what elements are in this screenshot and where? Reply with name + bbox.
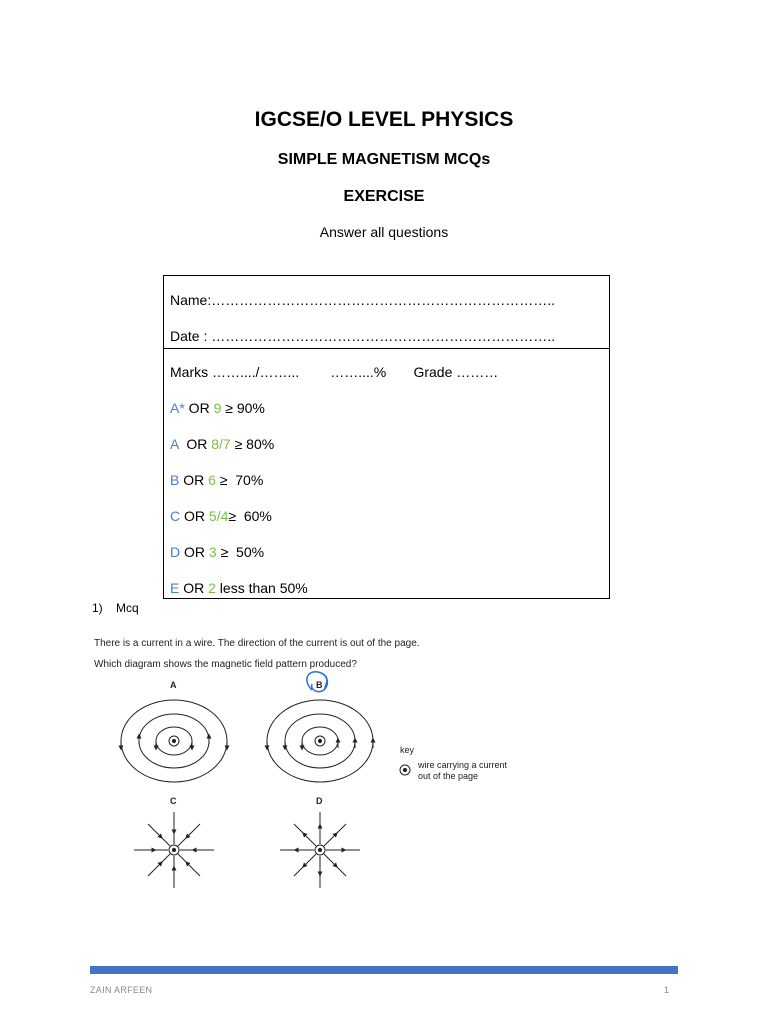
grade-or: OR (180, 508, 209, 524)
grade-row (170, 508, 272, 524)
grade-or: OR (179, 472, 209, 488)
diagram-d (280, 812, 360, 888)
diagram-a (121, 700, 227, 782)
grade-threshold: less than 50% (215, 580, 308, 596)
grade-or: OR (184, 400, 214, 416)
box-divider (164, 348, 609, 349)
student-info-box (163, 275, 610, 599)
grade-threshold: ≥ 80% (230, 436, 275, 452)
key-title: key (400, 745, 415, 755)
footer-bar (90, 966, 678, 974)
grade-row (170, 472, 263, 488)
grade-row (170, 544, 264, 560)
page-title: IGCSE/O LEVEL PHYSICS (254, 108, 514, 131)
grade-row (170, 436, 274, 452)
grade-letter: E (170, 580, 180, 596)
grade-or: OR (180, 544, 209, 560)
question-text-line1: There is a current in a wire. The direction of the current is out of the page. (94, 638, 420, 649)
grade-letter: B (170, 472, 180, 488)
instruction-text: Answer all questions (319, 224, 449, 240)
question-type: Mcq (116, 601, 139, 615)
grade-number: 3 (208, 544, 217, 560)
magnetic-field-diagrams (88, 632, 578, 890)
date-line: Date : ……………………………………………………………….. (170, 328, 556, 344)
key-line2: out of the page (418, 771, 479, 781)
grade-number: 5/4 (208, 508, 229, 524)
grade-letter: A* (170, 400, 185, 416)
key-line1: wire carrying a current (418, 760, 508, 770)
question-number: 1) (92, 601, 103, 615)
grade-threshold: ≥ 70% (215, 472, 264, 488)
grade-number: 8/7 (211, 436, 231, 452)
grade-threshold: ≥ 60% (228, 508, 272, 524)
diagram-b (267, 700, 373, 782)
grade-letter: A (170, 436, 179, 452)
grade-number: 2 (208, 580, 216, 596)
marks-line: Marks ……..../……... ……....% Grade ……… (170, 364, 499, 380)
grade-number: 6 (208, 472, 216, 488)
page-subtitle: SIMPLE MAGNETISM MCQs (277, 151, 491, 168)
grade-number: 9 (213, 400, 222, 416)
grade-row (170, 580, 308, 596)
option-label-b: B (316, 680, 323, 690)
question-label (92, 601, 139, 615)
name-line: Name:……………………………………………………………….. (170, 292, 556, 308)
grade-letter: D (170, 544, 181, 560)
footer-author: ZAIN ARFEEN (90, 985, 153, 995)
option-label-a: A (170, 680, 177, 690)
grade-row (170, 400, 265, 416)
option-label-d: D (316, 796, 323, 806)
grade-threshold: ≥ 90% (221, 400, 265, 416)
key-wire-icon (400, 765, 410, 775)
grade-or: OR (178, 436, 212, 452)
grade-threshold: ≥ 50% (216, 544, 265, 560)
question-figure (88, 632, 578, 890)
grade-letter: C (170, 508, 181, 524)
footer-page-number: 1 (664, 985, 670, 995)
question-text-line2: Which diagram shows the magnetic field pattern produced? (94, 659, 357, 670)
grade-or: OR (179, 580, 209, 596)
diagram-c (134, 812, 214, 888)
option-label-c: C (170, 796, 177, 806)
exercise-heading: EXERCISE (343, 188, 425, 205)
